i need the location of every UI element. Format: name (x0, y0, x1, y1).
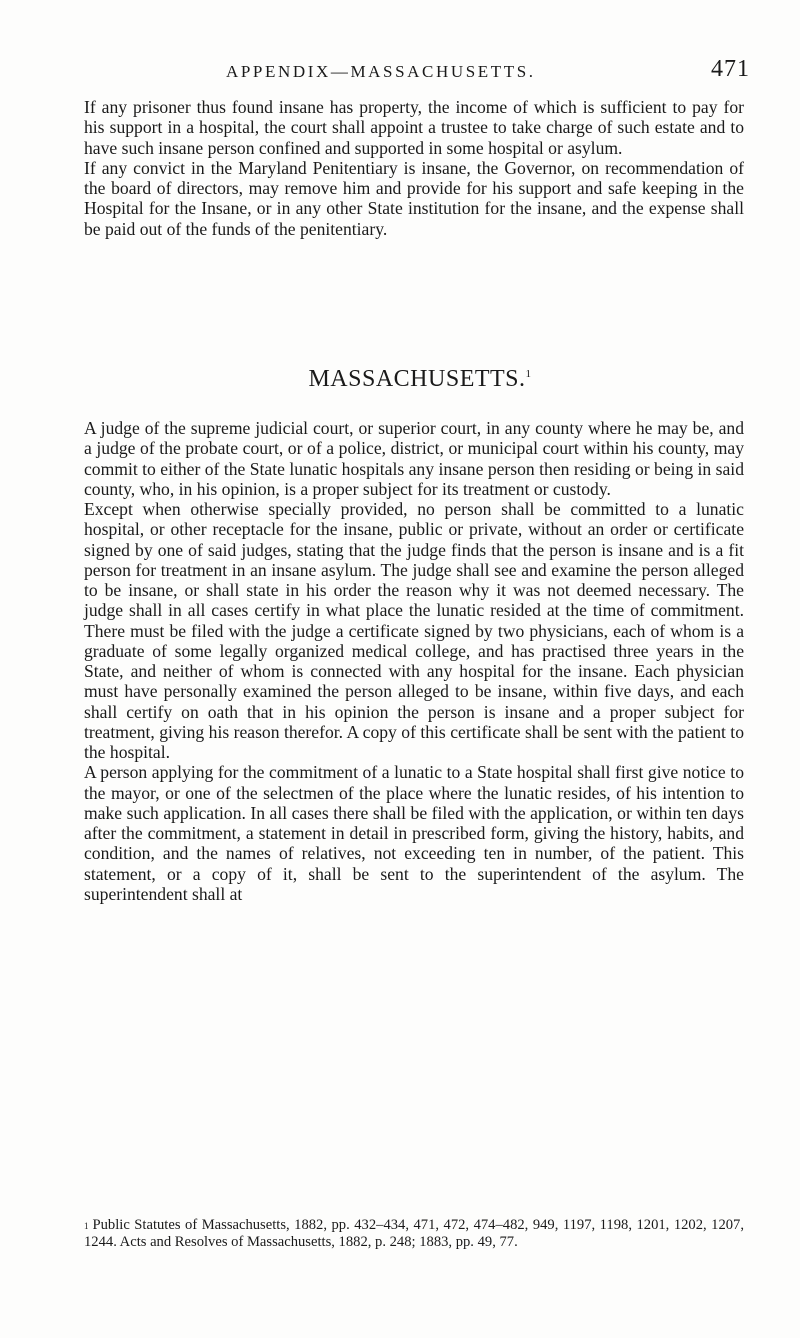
section-heading-text: MASSACHUSETTS. (308, 366, 526, 392)
maryland-section (84, 97, 744, 239)
footnote-reference: 1 (525, 368, 532, 380)
footnote-marker: 1 (84, 1221, 89, 1231)
footnote (84, 1217, 744, 1251)
footnote-text: Public Statutes of Massachusetts, 1882, pp. 432–434, 471, 472, 474–482, 949, 1197, 1198, 1201, 1202, 1207, 1244. Acts and Resolves of Massachusetts, 1882, p. 248; 1883, pp. 49, 77. (84, 1217, 744, 1250)
section-heading-massachusetts (0, 366, 800, 393)
paragraph-application-notice: A person applying for the commitment of a lunatic to a State hospital shall first give notice to the mayor, or one of the selectmen of the place where the lunatic resides, of his intention to make such application. In all cases there shall be filed with the application, or within ten days after the commitment, a statement in detail in prescribed form, giving the history, habits, and condition, and the names of relatives, not exceeding ten in number, of the patient. This statement, or a copy of it, shall be sent to the superintendent of the asylum. The superintendent shall at (84, 762, 744, 904)
paragraph-judges-commit: A judge of the supreme judicial court, or superior court, in any county where he may be, and a judge of the probate court, or of a police, district, or municipal court within his county, may commit to either of the State lunatic hospitals any insane person then residing or being in said county, who, in his opinion, is a proper subject for its treatment or custody. (84, 418, 744, 499)
page-number: 471 (711, 56, 750, 82)
massachusetts-section (84, 418, 744, 904)
paragraph-certificate-requirements: Except when otherwise specially provided, no person shall be committed to a lunatic hospital, or other receptacle for the insane, public or private, without an order or certificate signed by one of said judges, stating that the judge finds that the person is insane and is a fit person for treatment in an insane asylum. The judge shall see and examine the person alleged to be insane, or shall state in his order the reason why it was not deemed necessary. The judge shall in all cases certify in what place the lunatic resided at the time of commitment. There must be filed with the judge a certificate signed by two physicians, each of whom is a graduate of some legally organized medical college, and has practised three years in the State, and neither of whom is connected with any hospital for the insane. Each physician must have personally examined the person alleged to be insane, within five days, and each shall certify on oath that in his opinion the person is insane and a proper subject for treatment, giving his reason therefor. A copy of this certificate shall be sent with the patient to the hospital. (84, 499, 744, 762)
running-title: APPENDIX—MASSACHUSETTS. (226, 62, 536, 81)
paragraph-convict-penitentiary: If any convict in the Maryland Penitentiary is insane, the Governor, on recommendation of the board of directors, may remove him and provide for his support and safe keeping in the Hospital for the Insane, or in any other State institution for the insane, and the expense shall be paid out of the funds of the penitentiary. (84, 157, 744, 239)
paragraph-prisoner-property: If any prisoner thus found insane has property, the income of which is sufficient to pay for his support in a hospital, the court shall appoint a trustee to take charge of such estate and to have such insane person confined and supported in some hospital or asylum. (84, 97, 744, 158)
page-header (78, 56, 750, 86)
